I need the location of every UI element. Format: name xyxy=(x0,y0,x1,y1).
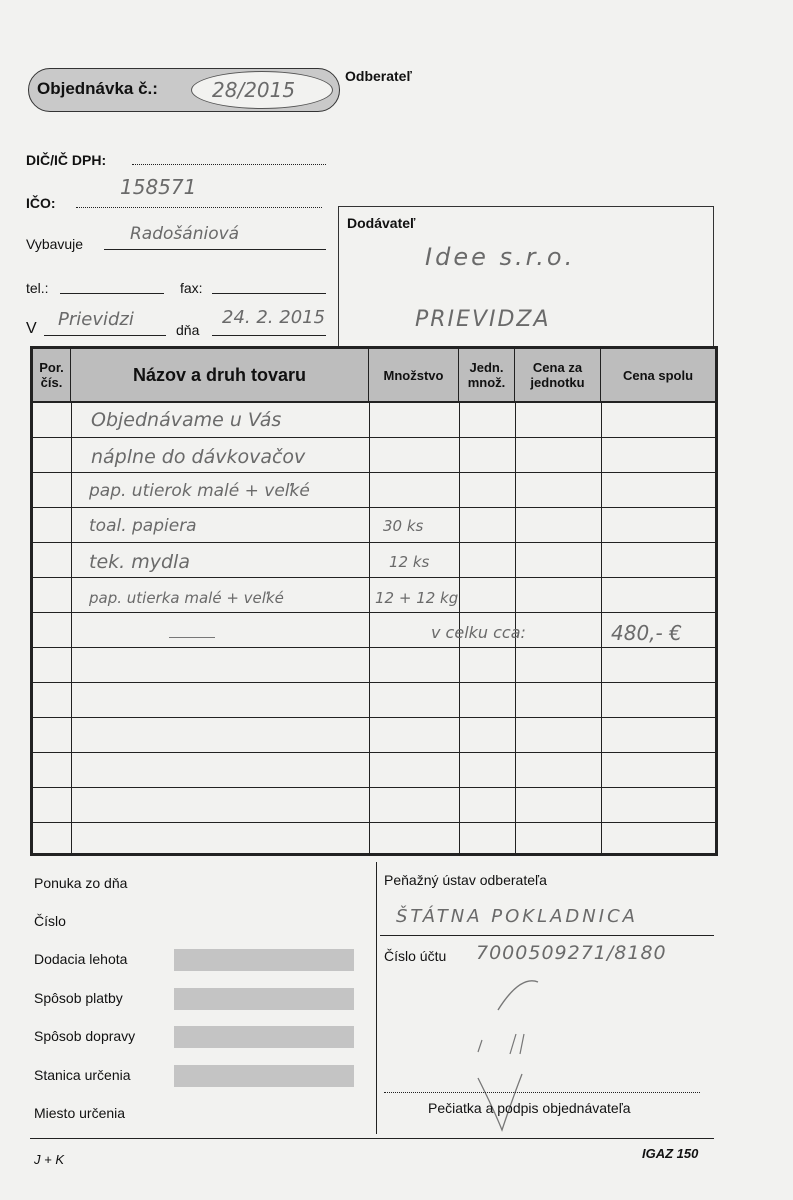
table-row-name: Objednávame u Vás xyxy=(91,409,282,431)
total-value: 480,- € xyxy=(611,621,682,645)
ico-label: IČO: xyxy=(26,195,56,211)
payment-field xyxy=(174,988,354,1010)
fax-field xyxy=(212,293,326,294)
number-label: Číslo xyxy=(34,913,66,929)
footer-right: IGAZ 150 xyxy=(642,1146,699,1161)
handwritten-dash xyxy=(169,637,215,638)
total-note: v celku cca: xyxy=(431,623,526,642)
header-separator xyxy=(33,401,715,403)
date-value: 24. 2. 2015 xyxy=(222,307,326,328)
col-separator xyxy=(601,401,602,853)
dic-field xyxy=(132,164,326,165)
place-prefix: V xyxy=(26,320,37,337)
row-line xyxy=(33,612,715,613)
order-number-box xyxy=(28,68,340,112)
ico-field xyxy=(76,207,322,208)
supplier-name: Idee s.r.o. xyxy=(425,243,576,271)
col-header-quantity: Množstvo xyxy=(369,349,459,401)
fax-label: fax: xyxy=(180,280,203,296)
bottom-divider xyxy=(376,862,377,1134)
station-label: Stanica určenia xyxy=(34,1067,131,1083)
row-line xyxy=(33,717,715,718)
account-value: 7000509271/8180 xyxy=(476,942,667,964)
supplier-box xyxy=(338,206,714,352)
row-line xyxy=(33,822,715,823)
footer-left: J + K xyxy=(34,1152,64,1167)
row-line xyxy=(33,752,715,753)
table-row-name: náplne do dávkovačov xyxy=(91,446,306,468)
table-row-quantity: 12 ks xyxy=(389,553,430,571)
order-number-oval xyxy=(191,71,333,109)
col-header-unit-price: Cena za jednotku xyxy=(515,349,601,401)
table-row-name: toal. papiera xyxy=(89,516,197,536)
row-line xyxy=(33,437,715,438)
handled-by-value: Radošániová xyxy=(130,224,240,244)
col-header-total: Cena spolu xyxy=(601,349,715,401)
handled-by-field xyxy=(104,249,326,250)
place-field xyxy=(44,335,166,336)
items-table xyxy=(30,346,718,856)
bank-separator xyxy=(380,935,714,936)
signature-label: Pečiatka a podpis objednávateľa xyxy=(428,1100,631,1116)
row-line xyxy=(33,647,715,648)
col-header-number: Por. čís. xyxy=(33,349,71,401)
bank-value: ŠTÁTNA POKLADNICA xyxy=(396,906,638,927)
table-row-name: pap. utierok malé + veľké xyxy=(89,481,310,501)
ico-value: 158571 xyxy=(120,175,197,199)
bank-label: Peňažný ústav odberateľa xyxy=(384,872,547,888)
supplier-label: Dodávateľ xyxy=(347,215,416,231)
row-line xyxy=(33,472,715,473)
delivery-label: Dodacia lehota xyxy=(34,951,128,967)
signature-line xyxy=(384,1092,700,1093)
table-row-name: pap. utierka malé + veľké xyxy=(89,589,284,607)
offer-label: Ponuka zo dňa xyxy=(34,875,128,891)
payment-label: Spôsob platby xyxy=(34,990,123,1006)
row-line xyxy=(33,542,715,543)
handled-by-label: Vybavuje xyxy=(26,236,84,252)
order-label: Objednávka č.: xyxy=(37,79,158,98)
table-row-quantity: 12 + 12 kg xyxy=(375,589,459,607)
col-header-name: Názov a druh tovaru xyxy=(71,349,369,401)
row-line xyxy=(33,507,715,508)
dic-label: DIČ/IČ DPH: xyxy=(26,152,107,168)
date-field xyxy=(212,335,326,336)
tel-label: tel.: xyxy=(26,280,49,296)
date-label: dňa xyxy=(176,322,200,338)
delivery-field xyxy=(174,949,354,971)
row-line xyxy=(33,682,715,683)
transport-field xyxy=(174,1026,354,1048)
tel-field xyxy=(60,293,164,294)
col-separator xyxy=(71,401,72,853)
destination-label: Miesto určenia xyxy=(34,1105,126,1121)
table-row-quantity: 30 ks xyxy=(383,517,424,535)
account-label: Číslo účtu xyxy=(384,948,447,964)
footer-line xyxy=(30,1138,714,1139)
station-field xyxy=(174,1065,354,1087)
transport-label: Spôsob dopravy xyxy=(34,1028,136,1044)
order-number: 28/2015 xyxy=(212,78,296,102)
col-header-unit: Jedn. množ. xyxy=(459,349,515,401)
supplier-city: PRIEVIDZA xyxy=(415,307,551,332)
row-line xyxy=(33,577,715,578)
place-value: Prievidzi xyxy=(58,309,134,330)
buyer-label: Odberateľ xyxy=(345,68,412,84)
col-separator xyxy=(369,401,370,853)
row-line xyxy=(33,787,715,788)
table-row-name: tek. mydla xyxy=(89,551,190,573)
